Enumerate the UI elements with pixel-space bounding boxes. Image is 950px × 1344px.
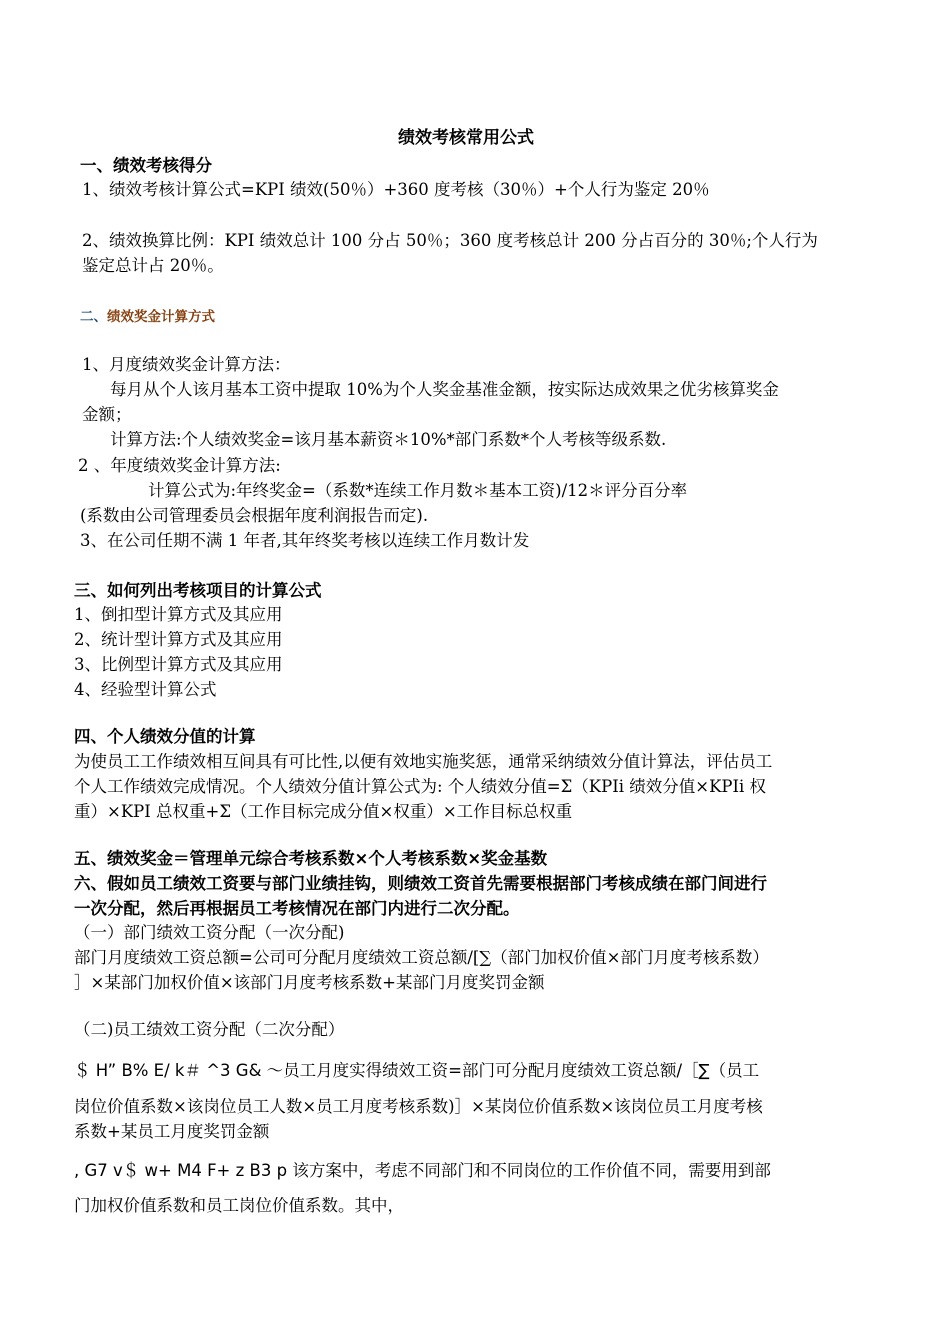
- section-6-heading: 六、假如员工绩效工资要与部门业绩挂钩，则绩效工资首先需要根据部门考核成绩在部门间进行: [74, 874, 767, 893]
- section-2-line-8: 3、在公司任期不满 1 年者,其年终奖考核以连续工作月数计发: [80, 531, 530, 550]
- section-1-line-2: 2、绩效换算比例：KPI 绩效总计 100 分占 50％；360 度考核总计 200 分占百分的 30％;个人行为: [82, 231, 818, 250]
- section-2-line-5: 2 、年度绩效奖金计算方法:: [78, 456, 281, 475]
- section-3-item: 1、倒扣型计算方式及其应用: [74, 605, 283, 624]
- document-title: 绩效考核常用公式: [398, 128, 534, 148]
- section-4-line-3: 重）×KPI 总权重+Σ（工作目标完成分值×权重）×工作目标总权重: [74, 802, 573, 821]
- section-6-heading-cont: 一次分配，然后再根据员工考核情况在部门内进行二次分配。: [74, 899, 520, 918]
- section-5-heading: 五、绩效奖金＝管理单元综合考核系数×个人考核系数×奖金基数: [74, 849, 548, 868]
- section-3-item: 2、统计型计算方式及其应用: [74, 630, 283, 649]
- section-4-line-2: 个人工作绩效完成情况。个人绩效分值计算公式为: 个人绩效分值=Σ（KPIi 绩效分值×KPIi 权: [74, 777, 767, 796]
- section-1-line-2-cont: 鉴定总计占 20％。: [82, 256, 224, 275]
- section-6-para-2-cont: 岗位价值系数×该岗位员工人数×员工月度考核系数)］×某岗位价值系数×该岗位员工月度考核: [74, 1097, 763, 1116]
- section-2-line-3: 金额；: [82, 405, 132, 424]
- section-2-heading-number: 二、: [80, 309, 107, 325]
- section-2-line-4: 计算方法:个人绩效奖金=该月基本薪资＊10%*部门系数*个人考核等级系数.: [110, 430, 667, 449]
- section-6-para-1-cont: ］×某部门加权价值×该部门月度考核系数+某部门月度奖罚金额: [74, 973, 545, 992]
- section-4-line-1: 为使员工工作绩效相互间具有可比性,以便有效地实施奖惩，通常采纳绩效分值计算法，评估员工: [74, 752, 773, 771]
- section-1-heading: 一、绩效考核得分: [80, 156, 212, 175]
- section-6-para-2: ＄ H” B% E/ k＃ ^3 G& ～员工月度实得绩效工资=部门可分配月度绩效工资总额/［∑（员工: [74, 1061, 760, 1080]
- section-2-line-2: 每月从个人该月基本工资中提取 10%为个人奖金基准金额，按实际达成效果之优劣核算奖金: [110, 380, 779, 399]
- section-3-item: 4、经验型计算公式: [74, 680, 217, 699]
- section-2-line-1: 1、月度绩效奖金计算方法：: [82, 355, 291, 374]
- section-6-para-3: , G7 v＄ w+ M4 F+ z B3 p 该方案中，考虑不同部门和不同岗位的工作价值不同，需要用到部: [74, 1161, 771, 1180]
- section-2-heading-text: 绩效奖金计算方式: [107, 309, 215, 325]
- section-6-para-3-cont: 门加权价值系数和员工岗位价值系数。其中，: [74, 1196, 404, 1215]
- section-6-para-2-end: 系数+某员工月度奖罚金额: [74, 1122, 270, 1141]
- section-1-line-1: 1、绩效考核计算公式=KPI 绩效(50％）+360 度考核（30％）+个人行为鉴定 20％: [82, 180, 710, 199]
- section-3-item: 3、比例型计算方式及其应用: [74, 655, 283, 674]
- section-2-line-6: 计算公式为:年终奖金=（系数*连续工作月数＊基本工资)/12＊评分百分率: [148, 481, 688, 500]
- section-2-line-7: (系数由公司管理委员会根据年度利润报告而定).: [80, 506, 429, 525]
- section-6-subheading-2: （二)员工绩效工资分配（二次分配）: [74, 1020, 345, 1039]
- section-6-subheading-1: （一）部门绩效工资分配（一次分配): [74, 923, 345, 942]
- section-3-heading: 三、如何列出考核项目的计算公式: [74, 581, 322, 600]
- section-2-heading: [80, 304, 215, 329]
- section-6-para-1: 部门月度绩效工资总额=公司可分配月度绩效工资总额/[∑（部门加权价值×部门月度考核系数）: [74, 948, 769, 967]
- section-4-heading: 四、个人绩效分值的计算: [74, 727, 256, 746]
